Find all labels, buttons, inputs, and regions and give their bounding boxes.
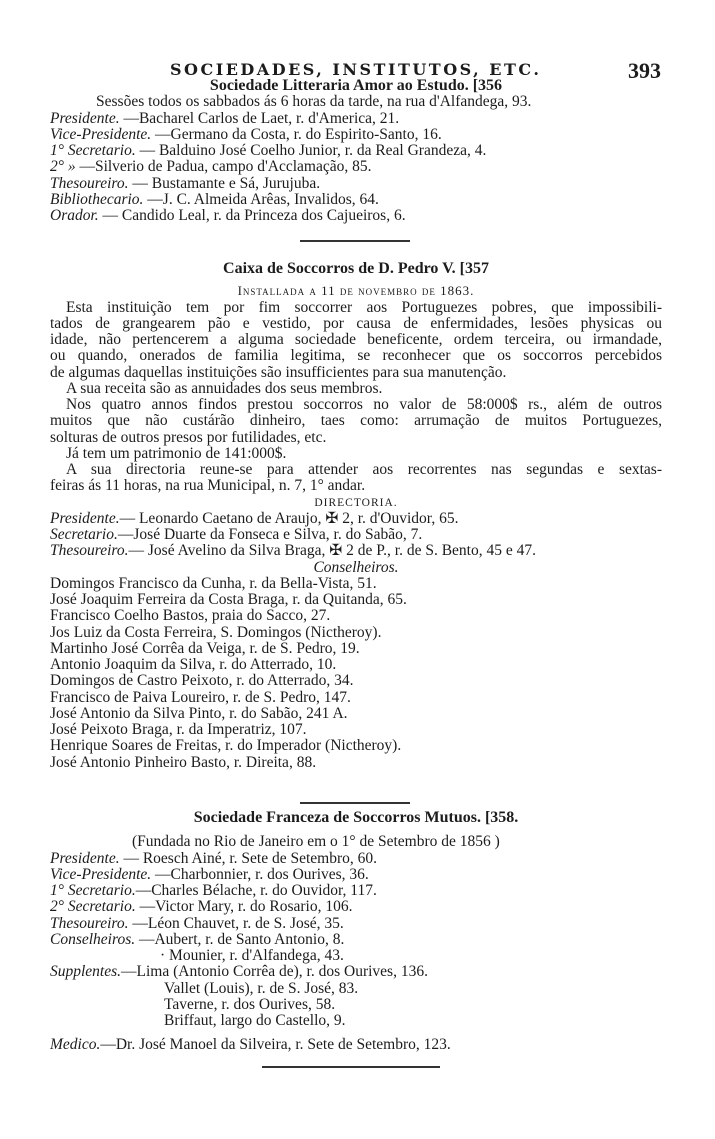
directoria-label: DIRECTORIA. <box>314 496 398 509</box>
person-entry: — Leonardo Caetano de Araujo, ✠ 2, r. d'Ouvidor, 65. <box>119 509 459 527</box>
person-entry: —J. C. Almeida Arêas, Invalidos, 64. <box>143 190 379 208</box>
role-label: Conselheiros. <box>50 930 136 948</box>
list-item <box>50 1037 662 1053</box>
person-entry: —Silverio de Padua, campo d'Acclamação, 85. <box>75 158 372 176</box>
role-label: Thesoureiro. <box>50 914 129 932</box>
running-header: SOCIEDADES, INSTITUTOS, ETC. <box>170 60 542 79</box>
text-line: José Antonio da Silva Pinto, r. do Sabão, 241 A. <box>50 704 348 722</box>
text-line: solturas de outros presos por futilidades, etc. <box>50 428 327 446</box>
section-title: Sociedade Litteraria Amor ao Estudo. [356 <box>209 77 503 94</box>
text-line: Nos quatro annos findos prestou soccorros no valor de 58:000$ rs., além de outros <box>66 397 662 413</box>
person-entry: —Victor Mary, r. do Rosario, 106. <box>135 898 353 916</box>
section-subtitle: Installada a 11 de novembro de 1863. <box>237 283 475 299</box>
person-entry: — Roesch Ainé, r. Sete de Setembro, 60. <box>119 849 378 867</box>
divider <box>300 240 410 242</box>
person-entry: — Balduino José Coelho Junior, r. da Real Grandeza, 4. <box>135 142 487 159</box>
text-line: Antonio Joaquim da Silva, r. do Atterrado, 10. <box>50 656 337 673</box>
section-title: Caixa de Soccorros de D. Pedro V. [357 <box>223 260 489 277</box>
list-item <box>50 208 662 224</box>
list-item <box>50 964 662 980</box>
person-entry: —Lima (Antonio Corrêa de), r. dos Ourives, 136. <box>121 963 428 981</box>
section-title: Sociedade Franceza de Soccorros Mutuos. [358. <box>193 809 519 826</box>
role-label: Bibliothecario. <box>50 190 144 208</box>
section-358 <box>50 810 662 1054</box>
role-label: Orador. <box>50 207 99 224</box>
list-item <box>50 511 662 527</box>
list-item <box>50 851 662 867</box>
text-line: Francisco de Paiva Loureiro, r. de S. Pedro, 147. <box>50 688 351 706</box>
role-label: Presidente. <box>50 109 120 127</box>
text-line: idade, não pertencerem a alguma sociedade beneficente, ordem terceira, ou irmandade, <box>50 332 662 348</box>
text-line: feiras ás 11 horas, na rua Municipal, n. 7, 1° andar. <box>50 477 366 495</box>
text-line: José Peixoto Braga, r. da Imperatriz, 107. <box>50 721 307 738</box>
text-line: Taverne, r. dos Ourives, 58. <box>164 995 336 1013</box>
section-357 <box>50 261 662 771</box>
text-line: Francisco Coelho Bastos, praia do Sacco, 27. <box>50 607 331 625</box>
divider <box>300 802 410 804</box>
text-line: Henrique Soares de Freitas, r. do Imperador (Nictheroy). <box>50 737 402 755</box>
person-entry: —Charles Bélache, r. do Ouvidor, 117. <box>135 882 377 899</box>
intro-line: Sessões todos os sabbados ás 6 horas da tarde, na rua d'Alfandega, 93. <box>96 93 532 111</box>
text-line: muitos que não custárão dinheiro, taes como: arrumação de muitos Portuguezes, <box>50 413 662 430</box>
list-item <box>50 127 662 143</box>
text-line: tados de grangearem pão e vestido, por causa de enfermidades, lesões physicas ou <box>50 315 662 332</box>
text-line: Já tem um patrimonio de 141:000$. <box>66 444 287 462</box>
role-label: Secretario. <box>50 526 118 543</box>
list-item <box>50 176 662 192</box>
role-label: Thesoureiro. <box>50 174 129 192</box>
role-label: 1° Secretario. <box>50 142 136 159</box>
role-label: Supplentes. <box>50 963 122 981</box>
page-number: 393 <box>628 58 661 83</box>
person-entry: —Aubert, r. de Santo Antonio, 8. <box>135 930 345 948</box>
person-entry: —Dr. José Manoel da Silveira, r. Sete de Setembro, 123. <box>100 1036 451 1054</box>
role-label: 2° Secretario. <box>50 898 136 916</box>
text-line: Jos Luiz da Costa Ferreira, S. Domingos (Nictheroy). <box>50 623 382 641</box>
list-item <box>50 867 662 883</box>
list-item: · Mounier, r. d'Alfandega, 43. <box>160 947 344 964</box>
person-entry: —José Duarte da Fonseca e Silva, r. do Sabão, 7. <box>117 526 423 543</box>
person-entry: —Léon Chauvet, r. de S. José, 35. <box>128 914 344 932</box>
text-line: Domingos Francisco da Cunha, r. da Bella-Vista, 51. <box>50 574 377 592</box>
person-entry: —Bacharel Carlos de Laet, r. d'America, 21. <box>119 109 400 127</box>
person-entry: — Candido Leal, r. da Princeza dos Cajueiros, 6. <box>98 207 406 224</box>
text-line: Vallet (Louis), r. de S. José, 83. <box>164 979 359 997</box>
text-line: José Antonio Pinheiro Basto, r. Direita, 88. <box>50 753 317 771</box>
text-line: Briffaut, largo do Castello, 9. <box>164 1012 346 1029</box>
text-line: ou quando, onerados de familia legitima, se reconhecer que os soccorros percebidos <box>50 348 662 365</box>
role-label: Presidente. <box>50 849 120 867</box>
list-item <box>50 899 662 915</box>
text-line: A sua receita são as annuidades dos seus membros. <box>66 379 383 397</box>
role-label: Vice-Presidente. <box>50 125 152 143</box>
list-item <box>50 916 662 932</box>
list-item <box>50 192 662 208</box>
text-line: José Joaquim Ferreira da Costa Braga, r. da Quitanda, 65. <box>50 591 407 608</box>
list-item <box>50 527 662 543</box>
conselheiros-label: Conselheiros. <box>313 558 399 576</box>
list-item <box>50 111 662 127</box>
text-line: de algumas daquellas instituições são insufficientes para sua manutenção. <box>50 363 507 381</box>
divider <box>262 1066 440 1068</box>
role-label: Presidente. <box>50 509 120 527</box>
role-label: 2° » <box>50 158 76 176</box>
list-item <box>50 159 662 175</box>
list-item <box>50 143 662 159</box>
role-label: Medico. <box>50 1036 101 1054</box>
role-label: Thesoureiro. <box>50 542 129 560</box>
role-label: 1° Secretario. <box>50 882 136 899</box>
role-label: Vice-Presidente. <box>50 865 152 883</box>
section-356 <box>50 78 662 224</box>
text-line: Esta instituição tem por fim soccorrer aos Portuguezes pobres, que impossibili- <box>66 299 662 316</box>
text-line: A sua directoria reune-se para attender aos recorrentes nas segundas e sextas- <box>66 462 662 478</box>
person-entry: — José Avelino da Silva Braga, ✠ 2 de P., r. de S. Bento, 45 e 47. <box>128 542 536 560</box>
person-entry: —Germano da Costa, r. do Espirito-Santo, 16. <box>151 125 442 143</box>
list-item <box>50 883 662 899</box>
list-item <box>50 543 662 559</box>
section-subtitle: (Fundada no Rio de Janeiro em o 1° de Setembro de 1856 ) <box>132 833 500 851</box>
person-entry: — Bustamante e Sá, Jurujuba. <box>128 174 321 192</box>
text-line: Martinho José Corrêa da Veiga, r. de S. Pedro, 19. <box>50 639 360 657</box>
person-entry: —Charbonnier, r. dos Ourives, 36. <box>151 865 369 883</box>
list-item <box>50 932 662 948</box>
text-line: Domingos de Castro Peixoto, r. do Atterrado, 34. <box>50 672 354 690</box>
